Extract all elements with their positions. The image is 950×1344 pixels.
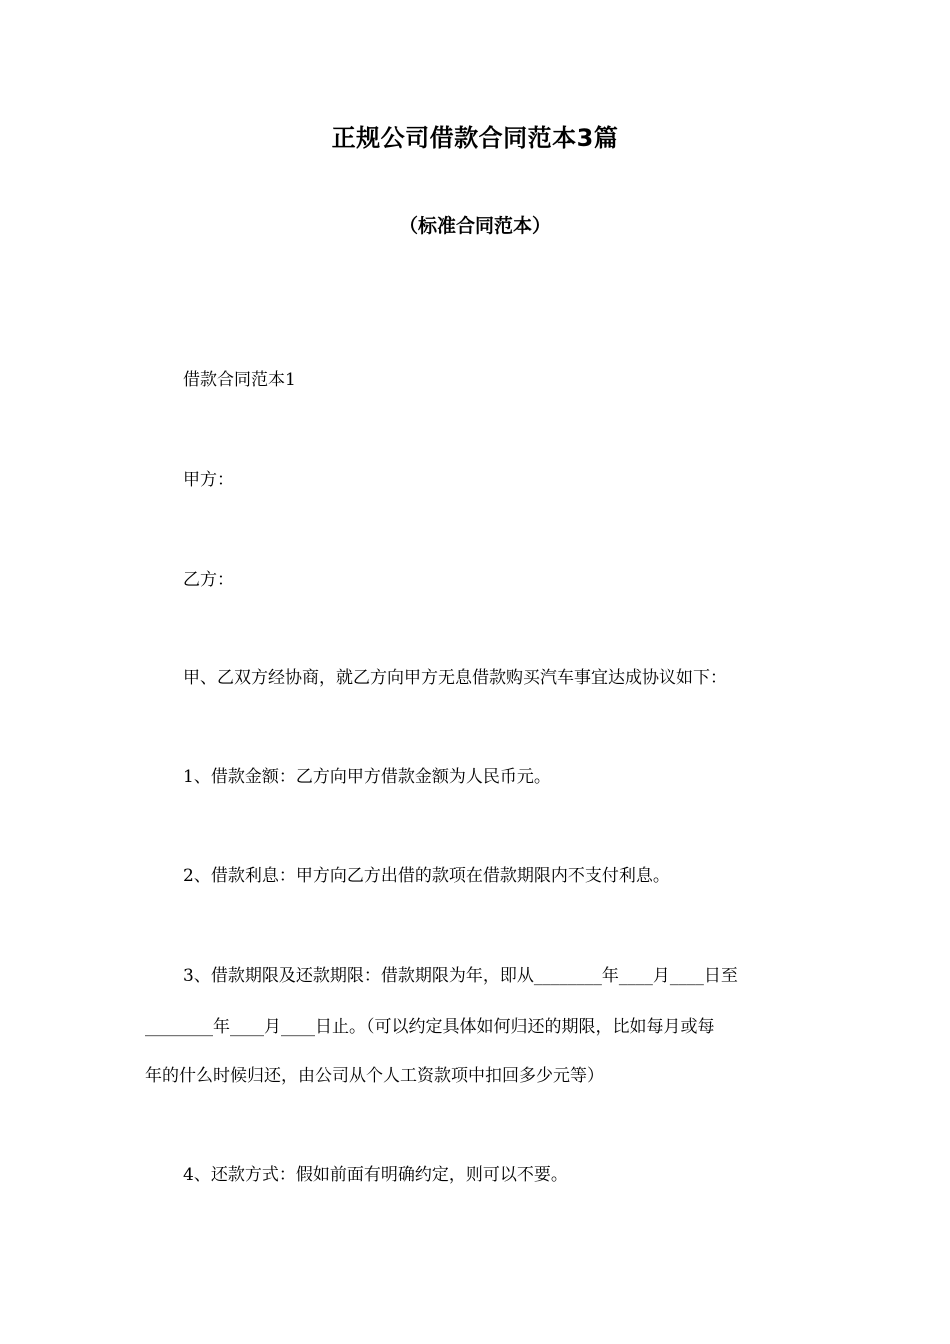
document-title: 正规公司借款合同范本3篇	[331, 124, 619, 152]
party-b-label: 乙方：	[183, 570, 234, 590]
clause-1: 1、借款金额：乙方向甲方借款金额为人民币元。	[183, 767, 551, 787]
clause-2: 2、借款利息：甲方向乙方出借的款项在借款期限内不支付利息。	[183, 866, 670, 886]
party-a-label: 甲方：	[183, 470, 234, 490]
clause-3-line-2: ________年____月____日止。（可以约定具体如何归还的期限，比如每月或每	[145, 1017, 715, 1037]
document-subtitle: （标准合同范本）	[398, 215, 551, 237]
clause-3-line-3: 年的什么时候归还，由公司从个人工资款项中扣回多少元等）	[145, 1066, 604, 1086]
clause-3-line-1: 3、借款期限及还款期限：借款期限为年，即从________年____月____日至	[183, 966, 738, 986]
section-heading: 借款合同范本1	[183, 370, 296, 390]
clause-4: 4、还款方式：假如前面有明确约定，则可以不要。	[183, 1165, 568, 1185]
intro-paragraph: 甲、乙双方经协商，就乙方向甲方无息借款购买汽车事宜达成协议如下：	[183, 668, 727, 688]
